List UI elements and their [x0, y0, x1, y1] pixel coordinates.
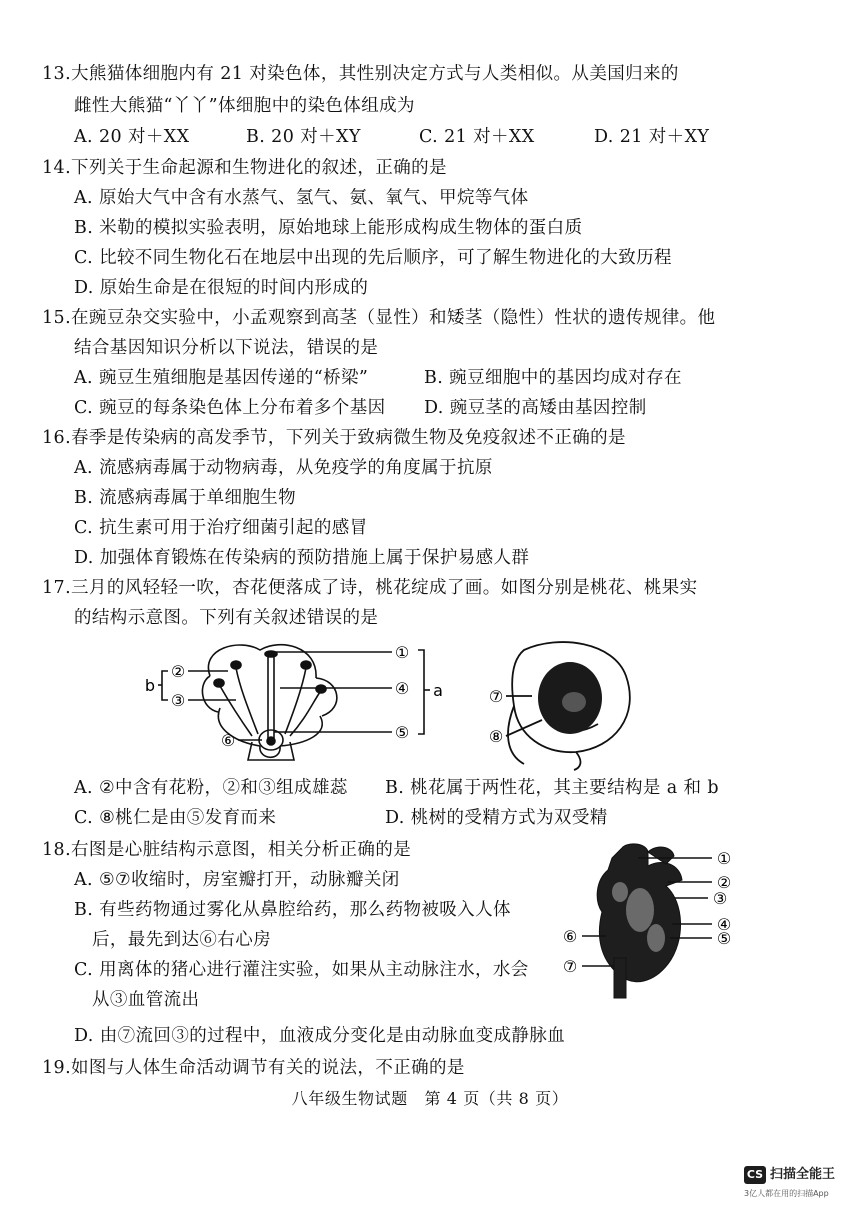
q13-option-d: D. 21 对＋XY	[594, 127, 710, 147]
q14-option-d: D. 原始生命是在很短的时间内形成的	[74, 278, 369, 298]
q19-stem: 19.如图与人体生命活动调节有关的说法，不正确的是	[42, 1058, 465, 1078]
flower-label-1: ①	[394, 643, 410, 662]
q18-option-c-line2: 从③血管流出	[92, 990, 200, 1010]
q18-stem: 18.右图是心脏结构示意图，相关分析正确的是	[42, 840, 412, 860]
flower-label-b: b	[144, 676, 156, 695]
q17-stem-line1: 17.三月的风轻轻一吹，杏花便落成了诗，桃花绽成了画。如图分别是桃花、桃果实	[42, 578, 698, 598]
heart-label-5: ⑤	[716, 929, 732, 948]
q15-options-row2	[0, 396, 860, 420]
q17-option-a: A. ②中含有花粉，②和③组成雄蕊	[74, 778, 348, 798]
q16-option-c: C. 抗生素可用于治疗细菌引起的感冒	[74, 518, 368, 538]
fruit-label-8: ⑧	[488, 727, 504, 746]
q14-stem: 14.下列关于生命起源和生物进化的叙述，正确的是	[42, 158, 447, 178]
q15-stem-line2: 结合基因知识分析以下说法，错误的是	[74, 338, 379, 358]
q17-option-b: B. 桃花属于两性花，其主要结构是 a 和 b	[385, 778, 720, 798]
q15-options-row1	[0, 366, 860, 390]
flower-label-2: ②	[170, 662, 186, 681]
q18-option-a: A. ⑤⑦收缩时，房室瓣打开，动脉瓣关闭	[74, 870, 400, 890]
q13-option-c: C. 21 对＋XX	[419, 127, 535, 147]
q18-option-c-line1: C. 用离体的猪心进行灌注实验，如果从主动脉注水，水会	[74, 960, 529, 980]
q13-option-b: B. 20 对＋XY	[246, 127, 361, 147]
flower-label-5: ⑤	[394, 723, 410, 742]
peach-fruit-diagram	[484, 636, 644, 772]
q17-option-c: C. ⑧桃仁是由⑤发育而来	[74, 808, 277, 828]
heart-label-7: ⑦	[562, 957, 578, 976]
q17-options-row1	[0, 776, 860, 800]
q18-option-d: D. 由⑦流回③的过程中，血液成分变化是由动脉血变成静脉血	[74, 1026, 566, 1046]
heart-label-1: ①	[716, 849, 732, 868]
heart-label-4: ④	[716, 915, 732, 934]
q14-option-a: A. 原始大气中含有水蒸气、氢气、氨、氧气、甲烷等气体	[74, 188, 529, 208]
watermark-tagline: 3亿人都在用的扫描App	[744, 1189, 829, 1198]
q16-option-a: A. 流感病毒属于动物病毒，从免疫学的角度属于抗原	[74, 458, 493, 478]
q13-stem-line1: 13.大熊猫体细胞内有 21 对染色体，其性别决定方式与人类相似。从美国归来的	[42, 64, 679, 84]
q15-option-a: A. 豌豆生殖细胞是基因传递的“桥梁”	[74, 368, 369, 388]
peach-flower-diagram	[140, 638, 450, 770]
flower-label-6: ⑥	[220, 731, 236, 750]
q17-options-row2	[0, 806, 860, 830]
q13-options	[0, 125, 860, 149]
flower-label-3: ③	[170, 691, 186, 710]
q13-stem-line2: 雌性大熊猫“丫丫”体细胞中的染色体组成为	[74, 96, 415, 116]
q14-option-b: B. 米勒的模拟实验表明，原始地球上能形成构成生物体的蛋白质	[74, 218, 583, 238]
fruit-label-7: ⑦	[488, 687, 504, 706]
page-footer: 八年级生物试题 第 4 页（共 8 页）	[291, 1089, 569, 1108]
q18-option-b-line1: B. 有些药物通过雾化从鼻腔给药，那么药物被吸入人体	[74, 900, 511, 920]
q17-stem-line2: 的结构示意图。下列有关叙述错误的是	[74, 608, 379, 628]
heart-label-3: ③	[712, 889, 728, 908]
q16-option-b: B. 流感病毒属于单细胞生物	[74, 488, 297, 508]
camscanner-logo-icon: CS	[744, 1166, 766, 1184]
q14-option-c: C. 比较不同生物化石在地层中出现的先后顺序，可了解生物进化的大致历程	[74, 248, 672, 268]
q16-option-d: D. 加强体育锻炼在传染病的预防措施上属于保护易感人群	[74, 548, 530, 568]
heart-label-2: ②	[716, 873, 732, 892]
q15-option-b: B. 豌豆细胞中的基因均成对存在	[424, 368, 682, 388]
q13-option-a: A. 20 对＋XX	[74, 127, 190, 147]
q17-option-d: D. 桃树的受精方式为双受精	[385, 808, 608, 828]
q16-stem: 16.春季是传染病的高发季节，下列关于致病微生物及免疫叙述不正确的是	[42, 428, 626, 448]
scanner-watermark	[744, 1166, 854, 1206]
q15-option-d: D. 豌豆茎的高矮由基因控制	[424, 398, 647, 418]
heart-label-6: ⑥	[562, 927, 578, 946]
watermark-name: 扫描全能王	[770, 1167, 836, 1182]
q15-option-c: C. 豌豆的每条染色体上分布着多个基因	[74, 398, 386, 418]
flower-label-a: a	[433, 681, 443, 700]
q18-option-b-line2: 后，最先到达⑥右心房	[92, 930, 271, 950]
heart-diagram	[556, 840, 742, 1000]
q15-stem-line1: 15.在豌豆杂交实验中，小孟观察到高茎（显性）和矮茎（隐性）性状的遗传规律。他	[42, 308, 716, 328]
flower-label-4: ④	[394, 679, 410, 698]
